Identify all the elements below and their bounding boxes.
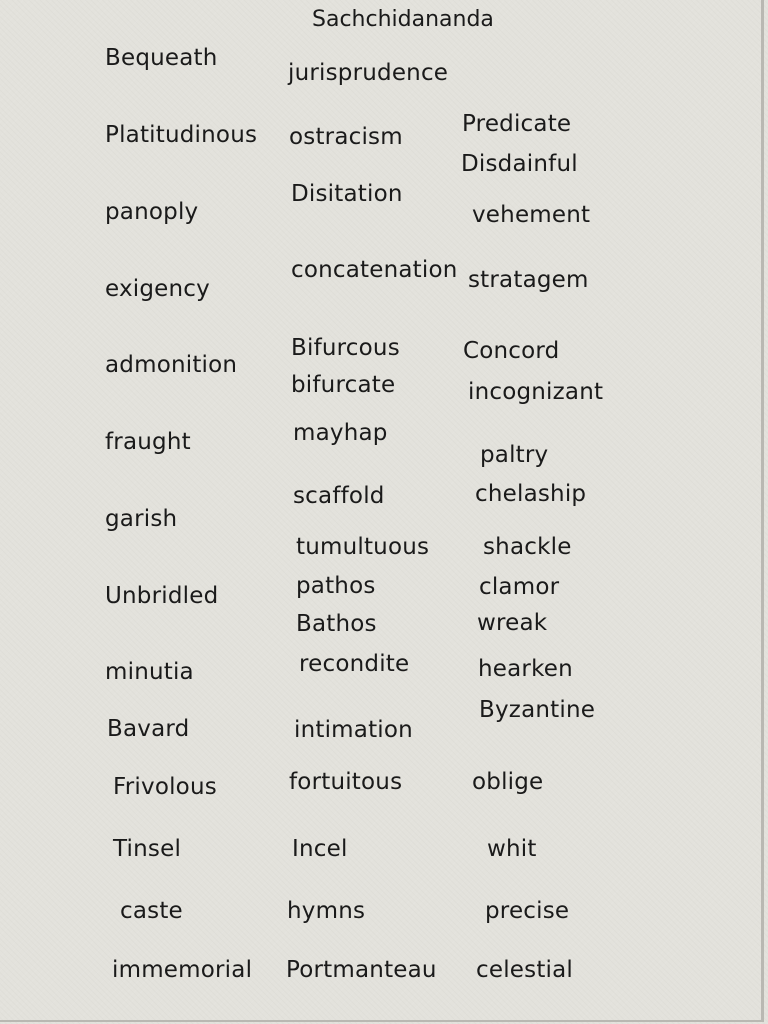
word-concatenation: concatenation xyxy=(291,257,458,283)
word-jurisprudence: jurisprudence xyxy=(288,60,449,86)
word-exigency: exigency xyxy=(105,276,210,302)
word-wreak: wreak xyxy=(477,610,548,636)
word-frivolous: Frivolous xyxy=(113,774,217,800)
word-pathos: pathos xyxy=(296,573,376,599)
word-immemorial: immemorial xyxy=(112,957,253,983)
word-ostracism: ostracism xyxy=(289,124,403,150)
word-bifurcate: bifurcate xyxy=(291,372,396,398)
word-portmanteau: Portmanteau xyxy=(286,957,437,983)
word-paltry: paltry xyxy=(480,442,549,468)
word-fortuitous: fortuitous xyxy=(289,769,403,795)
word-byzantine: Byzantine xyxy=(479,697,596,723)
word-recondite: recondite xyxy=(299,651,410,677)
word-bavard: Bavard xyxy=(107,716,190,742)
word-intimation: intimation xyxy=(294,717,413,743)
word-vehement: vehement xyxy=(472,202,591,228)
word-celestial: celestial xyxy=(476,957,574,983)
word-disdainful: Disdainful xyxy=(461,151,578,177)
word-panoply: panoply xyxy=(105,199,199,225)
word-tinsel: Tinsel xyxy=(113,836,182,862)
word-stratagem: stratagem xyxy=(468,267,589,293)
word-unbridled: Unbridled xyxy=(105,583,219,609)
word-oblige: oblige xyxy=(472,769,544,795)
word-scaffold: scaffold xyxy=(293,483,385,509)
word-garish: garish xyxy=(105,506,178,532)
word-fraught: fraught xyxy=(105,429,191,455)
word-admonition: admonition xyxy=(105,352,238,378)
word-tumultuous: tumultuous xyxy=(296,534,430,560)
word-bathos: Bathos xyxy=(296,611,377,637)
word-clamor: clamor xyxy=(479,574,560,600)
word-shackle: shackle xyxy=(483,534,572,560)
word-incel: Incel xyxy=(292,836,348,862)
word-whit: whit xyxy=(487,836,537,862)
word-precise: precise xyxy=(485,898,570,924)
word-bifurcous: Bifurcous xyxy=(291,335,400,361)
word-platitudinous: Platitudinous xyxy=(105,122,258,148)
word-bequeath: Bequeath xyxy=(105,45,218,71)
word-caste: caste xyxy=(120,898,183,924)
word-incognizant: incognizant xyxy=(468,379,604,405)
word-predicate: Predicate xyxy=(462,111,572,137)
word-disitation: Disitation xyxy=(291,181,403,207)
word-chelaship: chelaship xyxy=(475,481,587,507)
word-minutia: minutia xyxy=(105,659,194,685)
word-hymns: hymns xyxy=(287,898,366,924)
word-hearken: hearken xyxy=(478,656,573,682)
page-title: Sachchidananda xyxy=(312,7,494,32)
word-concord: Concord xyxy=(463,338,560,364)
word-mayhap: mayhap xyxy=(293,420,388,446)
